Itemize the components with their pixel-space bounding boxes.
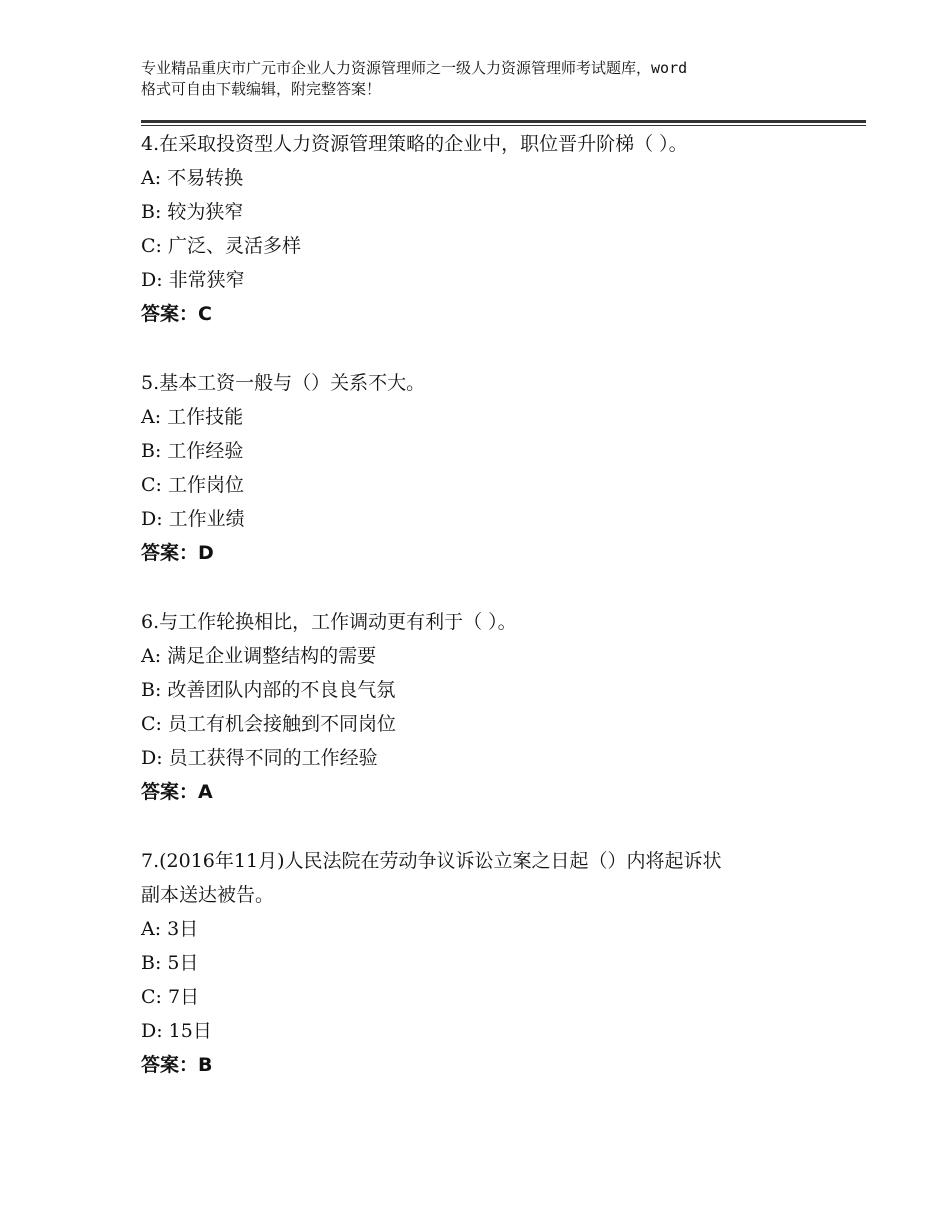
header-divider-thin — [141, 125, 866, 126]
question-text: 5.基本工资一般与（）关系不大。 — [141, 372, 426, 394]
question-7 — [141, 844, 841, 1082]
answer: 答案：A — [141, 781, 213, 803]
option-a: A: 工作技能 — [141, 406, 244, 428]
answer: 答案：B — [141, 1054, 213, 1076]
question-text: 4.在采取投资型人力资源管理策略的企业中，职位晋升阶梯（ ）。 — [141, 133, 688, 155]
question-text: 6.与工作轮换相比，工作调动更有利于（ ）。 — [141, 611, 517, 633]
option-c: C: 7日 — [141, 986, 200, 1008]
question-4 — [141, 127, 841, 331]
option-d: D: 非常狭窄 — [141, 269, 245, 291]
answer: 答案：D — [141, 542, 214, 564]
question-6 — [141, 605, 841, 809]
header-divider-thick — [141, 120, 866, 123]
option-c: C: 工作岗位 — [141, 474, 244, 496]
option-d: D: 15日 — [141, 1020, 212, 1042]
question-text-line-2: 副本送达被告。 — [141, 884, 275, 906]
option-b: B: 5日 — [141, 952, 199, 974]
option-b: B: 工作经验 — [141, 440, 244, 462]
option-a: A: 3日 — [141, 918, 199, 940]
option-a: A: 不易转换 — [141, 167, 244, 189]
question-text-line-1: 7.(2016年11月)人民法院在劳动争议诉讼立案之日起（）内将起诉状 — [141, 850, 722, 872]
option-a: A: 满足企业调整结构的需要 — [141, 645, 377, 667]
option-c: C: 广泛、灵活多样 — [141, 235, 301, 257]
question-list — [141, 127, 841, 1082]
option-d: D: 员工获得不同的工作经验 — [141, 747, 378, 769]
question-5 — [141, 366, 841, 570]
option-b: B: 改善团队内部的不良良气氛 — [141, 679, 396, 701]
option-c: C: 员工有机会接触到不同岗位 — [141, 713, 396, 735]
option-d: D: 工作业绩 — [141, 508, 245, 530]
option-b: B: 较为狭窄 — [141, 201, 244, 223]
answer: 答案：C — [141, 303, 212, 325]
header-line-1: 专业精品重庆市广元市企业人力资源管理师之一级人力资源管理师考试题库，word — [141, 59, 688, 77]
document-header — [141, 58, 831, 100]
header-line-2: 格式可自由下载编辑，附完整答案！ — [141, 80, 382, 98]
